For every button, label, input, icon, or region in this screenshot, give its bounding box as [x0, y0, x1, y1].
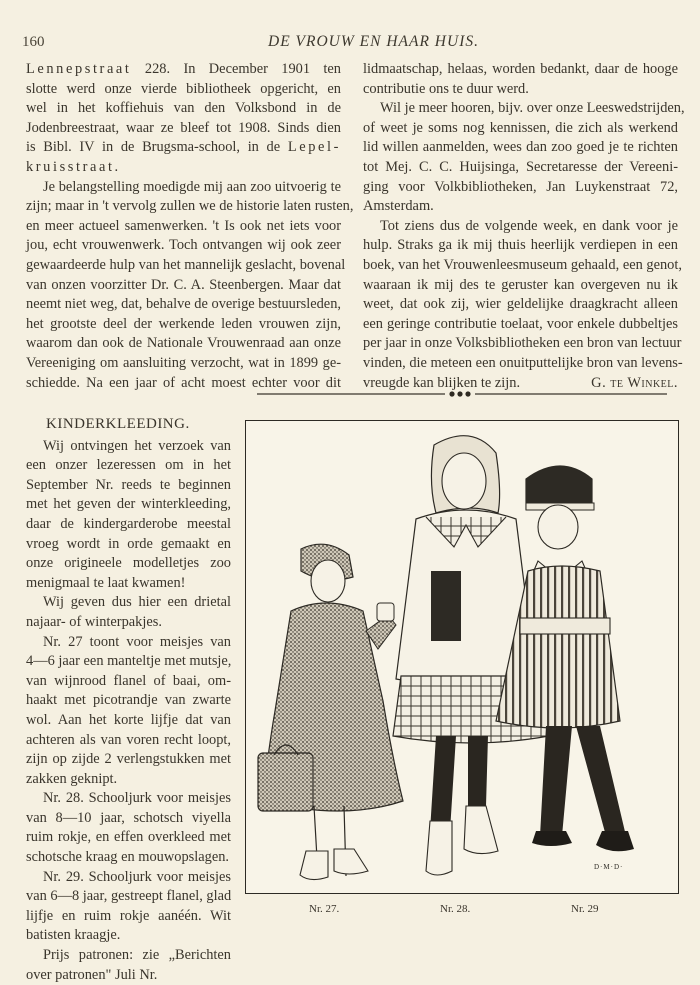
artist-monogram: D·M·D· — [594, 863, 624, 871]
text-line: van onzen voorzitter Dr. C. A. Steenbergen. Maar dat — [26, 276, 341, 293]
text-line: lijfje en ruim rokje aanéén. Wit — [26, 907, 231, 924]
text-line: Tot ziens dus de volgende week, en dank voor je — [380, 217, 678, 234]
divider-dot — [465, 391, 470, 396]
text-line: en meer actueel samenwerken. 't Is ook net iets voor — [26, 217, 341, 234]
text-line: Nr. 28. Schooljurk voor meisjes — [43, 790, 231, 807]
text-line: neemt niet weg, dat, behalve de overige bestuursleden, — [26, 296, 341, 313]
page-number: 160 — [22, 34, 45, 50]
text-line: een geringe contributie toelaat, voor enkele dubbeltjes — [363, 315, 678, 332]
boots — [300, 849, 368, 880]
text-line: Amsterdam. — [363, 198, 434, 215]
text-line: achteren als van voren recht loopt, — [26, 731, 231, 748]
text-line: zijn op zijde 2 verlengstukken met — [26, 751, 231, 768]
handbag — [258, 753, 313, 811]
text-line: Jodenbreestraat, waar ze bleef tot 1908. Sinds dien — [26, 119, 341, 136]
text-line: van 8—10 jaar, schotsch viyella — [26, 809, 231, 826]
text-line: Wil je meer hooren, bijv. over onze Leeswedstrijden, — [380, 100, 685, 117]
text-line: ruim rokje, en effen overkleed met — [26, 829, 231, 846]
fashion-illustration — [245, 420, 679, 894]
illustration-drawing — [246, 421, 678, 893]
caption-nr-28: Nr. 28. — [440, 903, 471, 915]
author-signature: G. te Winkel. — [591, 374, 678, 391]
spaced-word: Lennepstraat — [26, 61, 132, 77]
text-line: zijn; maar in 't vervolg zullen we de historie laten rusten, — [26, 198, 354, 215]
divider-dot — [457, 391, 462, 396]
divider-dot — [449, 391, 454, 396]
text-line: Vereeniging om aansluiting verzocht, wat in 1899 ge- — [26, 354, 341, 371]
text-line: boek, van het Vrouwenleesmuseum gehaald, een genot, — [363, 256, 682, 273]
text-line: kruisstraat. — [26, 158, 121, 175]
text-line: waaraan ik mij des te geruster kan overgeven nu ik — [363, 276, 678, 293]
text-line: Wij geven dus hier een drietal — [43, 594, 231, 611]
figure-nr-27 — [258, 544, 403, 879]
text-line — [26, 138, 341, 158]
text-line: waarom dan ook de Nationale Vrouwenraad aan onze — [26, 335, 341, 352]
section-title: KINDERKLEEDING. — [46, 416, 190, 432]
text-line: vinden, die meteen een onuitputtelijke bron van levens- — [363, 354, 683, 371]
text-line: Wij ontvingen het verzoek van — [43, 437, 231, 454]
text-line: contributie ons te duur werd. — [363, 80, 529, 97]
caption-nr-29: Nr. 29 — [571, 903, 599, 915]
text-line: lid willen aanmelden, wees dan zoo goed je te richten — [363, 139, 678, 156]
text-line: ging voor Volkbibliotheken, Jan Luykenstraat 72, — [363, 178, 678, 195]
text-line: tot Mej. C. C. Huijsinga, Secretaresse der Vereeni- — [363, 158, 678, 175]
text-line: haakt met picotrandje van zwarte — [26, 692, 231, 709]
face — [442, 453, 486, 509]
stockings — [540, 726, 626, 836]
text-line: batisten kraagje. — [26, 927, 121, 944]
text-line: menigmaal te laat kwamen! — [26, 574, 186, 591]
cup — [377, 603, 394, 621]
caption-nr-27: Nr. 27. — [309, 903, 340, 915]
books — [431, 571, 461, 641]
text-line: met het geven der winterkleeding, — [26, 496, 231, 513]
running-title: DE VROUW EN HAAR HUIS. — [268, 33, 479, 50]
text-line: van 6—8 jaar, gestreept flanel, glad — [26, 888, 232, 905]
face — [538, 505, 578, 549]
text-line: Prijs patronen: zie „Berichten — [43, 947, 231, 964]
text-line: wel in het koffiehuis van den Volksbond in de — [26, 100, 341, 117]
face — [311, 560, 345, 602]
left-column — [26, 60, 354, 393]
belt — [520, 618, 610, 634]
text-line: Nr. 29. Schooljurk voor meisjes — [43, 868, 231, 885]
text-line: weet, dat ook zij, wier geldelijke draagkracht alleen — [363, 296, 678, 313]
text-line: Nr. 27 toont voor meisjes van — [43, 633, 231, 650]
text-fragment: vreugde kan blijken te zijn. — [363, 374, 521, 391]
text-line: 4—6 jaar een manteltje met mutsje, — [26, 653, 232, 670]
text-line: hulp. Straks ga ik mij thuis heerlijk verdiepen in een — [363, 237, 678, 254]
text-line: vroeg wordt in orde gemaakt en — [26, 535, 231, 552]
ornamental-divider — [257, 388, 667, 400]
text-line: per jaar in onze Volksbibliotheken een bron van lectuur — [363, 335, 682, 352]
text-line: of weet je soms nog kennissen, die zich als werkend — [363, 119, 678, 136]
right-column — [363, 60, 685, 393]
text-line: een onzer lezeressen om in het — [26, 457, 231, 474]
text-line: schiedde. Na een jaar of acht moest echter voor dit — [26, 374, 341, 391]
text-line: gewaardeerde hulp van het mannelijk geslacht, bovenal — [26, 256, 346, 273]
kinderkleeding-section — [26, 415, 231, 985]
shoes — [532, 831, 634, 851]
text-line — [26, 60, 341, 80]
text-fragment: 228. In December 1901 ten — [144, 61, 341, 77]
text-line: wol. Aan het korte lijfje dat van — [26, 711, 231, 728]
text-fragment: is Bibl. IV in de Brugsma-school, in de — [26, 139, 281, 156]
text-line: over patronen" Juli Nr. — [26, 966, 158, 983]
text-line: najaar- of winterpakjes. — [26, 613, 162, 630]
text-line: Je belangstelling moedigde mij aan zoo uitvoerig te — [43, 178, 341, 195]
text-line: slotte werd onze vierde bibliotheek opgericht, en — [26, 80, 341, 97]
text-line: van wijnrood flanel of baai, om- — [26, 672, 231, 689]
text-line: September Nr. reeds te beginnen — [26, 476, 231, 493]
spaced-word: Lepel- — [287, 139, 341, 156]
text-line: jou, echt vrouwenwerk. Toch ontvangen wij ook zeer — [26, 237, 341, 254]
text-line: daar de kindergarderobe meestal — [26, 515, 231, 532]
text-line: schotsche kraag en mouwopslagen. — [26, 849, 230, 866]
text-line: het grootste deel der werkende leden vrouwen zijn, — [26, 315, 341, 332]
text-line: onze origineele modelletjes zoo — [26, 555, 231, 572]
text-line: zakken geknipt. — [26, 770, 118, 787]
text-line: lidmaatschap, helaas, worden bedankt, daar de hooge — [363, 61, 678, 77]
